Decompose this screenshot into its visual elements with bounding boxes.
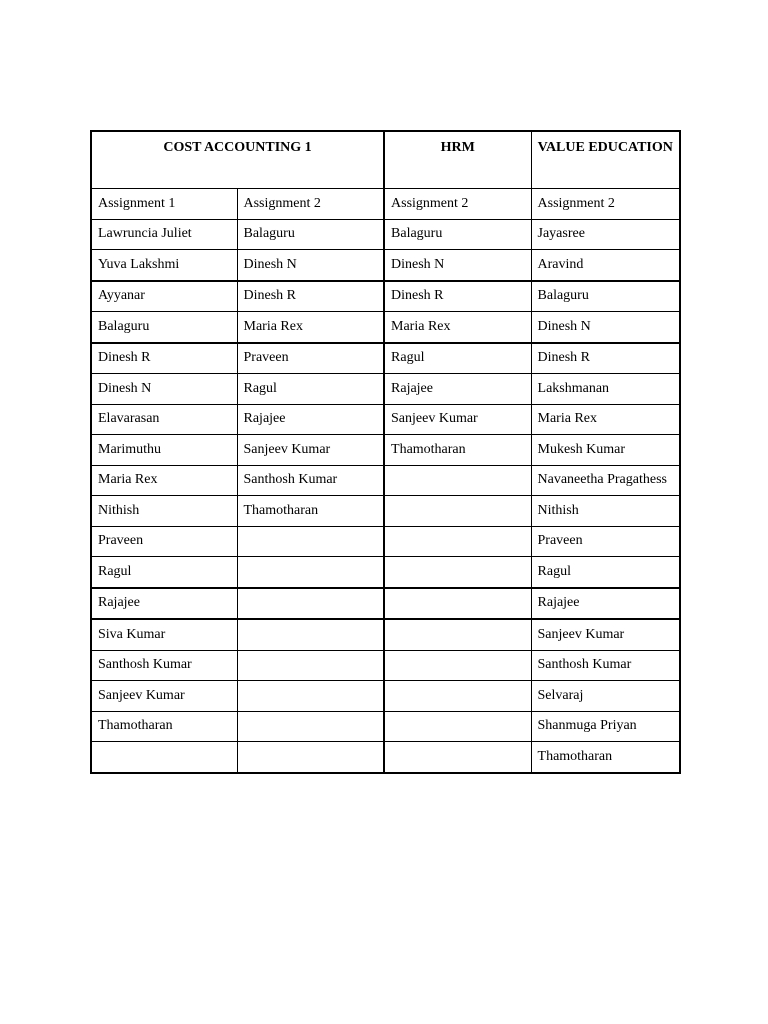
table-cell: Dinesh R xyxy=(237,281,384,312)
table-cell: Lawruncia Juliet xyxy=(91,219,237,250)
table-cell xyxy=(384,650,531,681)
table-cell xyxy=(384,496,531,527)
table-cell: Ragul xyxy=(531,557,680,588)
table-cell: Maria Rex xyxy=(531,404,680,435)
table-row xyxy=(91,374,680,405)
subject-value-education: VALUE EDUCATION xyxy=(531,131,680,189)
table-cell: Thamotharan xyxy=(91,711,237,742)
table-cell xyxy=(384,742,531,773)
table-cell: Maria Rex xyxy=(91,465,237,496)
table-row xyxy=(91,588,680,620)
table-cell: Balaguru xyxy=(91,312,237,343)
table-cell xyxy=(237,526,384,557)
table-cell: Balaguru xyxy=(531,281,680,312)
table-cell: Nithish xyxy=(91,496,237,527)
table-cell: Thamotharan xyxy=(384,435,531,466)
table-cell xyxy=(237,619,384,650)
table-row xyxy=(91,219,680,250)
table-cell: Balaguru xyxy=(237,219,384,250)
table-row xyxy=(91,312,680,343)
table-cell: Thamotharan xyxy=(531,742,680,773)
assignment-table xyxy=(90,130,681,774)
table-cell: Praveen xyxy=(531,526,680,557)
table-cell: Rajajee xyxy=(531,588,680,620)
table-cell xyxy=(237,681,384,712)
table-cell: Rajajee xyxy=(237,404,384,435)
table-cell: Thamotharan xyxy=(237,496,384,527)
table-cell: Santhosh Kumar xyxy=(531,650,680,681)
table-cell: Ayyanar xyxy=(91,281,237,312)
assignment-header-cell: Assignment 1 xyxy=(91,189,237,220)
table-cell: Dinesh N xyxy=(237,250,384,281)
subject-hrm: HRM xyxy=(384,131,531,189)
table-cell xyxy=(384,711,531,742)
table-cell xyxy=(384,557,531,588)
table-cell: Balaguru xyxy=(384,219,531,250)
table-cell: Dinesh N xyxy=(91,374,237,405)
table-cell xyxy=(237,650,384,681)
table-cell: Shanmuga Priyan xyxy=(531,711,680,742)
table-cell: Praveen xyxy=(91,526,237,557)
table-cell: Sanjeev Kumar xyxy=(237,435,384,466)
table-row xyxy=(91,496,680,527)
table-row xyxy=(91,526,680,557)
table-cell: Sanjeev Kumar xyxy=(531,619,680,650)
assignment-header-row xyxy=(91,189,680,220)
table-row xyxy=(91,343,680,374)
table-cell: Dinesh R xyxy=(531,343,680,374)
table-cell: Jayasree xyxy=(531,219,680,250)
table-cell: Ragul xyxy=(384,343,531,374)
table-cell: Marimuthu xyxy=(91,435,237,466)
table-cell xyxy=(237,588,384,620)
table-cell: Dinesh N xyxy=(531,312,680,343)
subject-header-row xyxy=(91,131,680,189)
table-row xyxy=(91,465,680,496)
table-row xyxy=(91,281,680,312)
assignment-header-cell: Assignment 2 xyxy=(531,189,680,220)
table-cell: Nithish xyxy=(531,496,680,527)
table-cell xyxy=(237,557,384,588)
table-cell xyxy=(384,465,531,496)
table-cell: Santhosh Kumar xyxy=(91,650,237,681)
table-row xyxy=(91,557,680,588)
table-row xyxy=(91,650,680,681)
table-header xyxy=(91,131,680,219)
table-cell: Dinesh R xyxy=(384,281,531,312)
table-row xyxy=(91,250,680,281)
table-cell xyxy=(237,711,384,742)
table-row xyxy=(91,742,680,773)
table-cell: Praveen xyxy=(237,343,384,374)
assignment-header-cell: Assignment 2 xyxy=(384,189,531,220)
table-cell: Maria Rex xyxy=(237,312,384,343)
table-cell: Yuva Lakshmi xyxy=(91,250,237,281)
table-cell: Rajajee xyxy=(91,588,237,620)
table-cell xyxy=(384,681,531,712)
table-cell: Dinesh R xyxy=(91,343,237,374)
table-cell: Maria Rex xyxy=(384,312,531,343)
table-row xyxy=(91,404,680,435)
table-row xyxy=(91,681,680,712)
table-cell: Navaneetha Pragathess xyxy=(531,465,680,496)
table-cell: Sanjeev Kumar xyxy=(91,681,237,712)
table-cell: Santhosh Kumar xyxy=(237,465,384,496)
table-cell: Rajajee xyxy=(384,374,531,405)
assignment-header-cell: Assignment 2 xyxy=(237,189,384,220)
table-cell: Selvaraj xyxy=(531,681,680,712)
table-cell xyxy=(384,588,531,620)
table-cell xyxy=(237,742,384,773)
table-cell: Mukesh Kumar xyxy=(531,435,680,466)
table-cell: Dinesh N xyxy=(384,250,531,281)
table-cell: Sanjeev Kumar xyxy=(384,404,531,435)
table-row xyxy=(91,619,680,650)
table-cell xyxy=(384,526,531,557)
table-cell: Lakshmanan xyxy=(531,374,680,405)
table-row xyxy=(91,435,680,466)
table-cell: Ragul xyxy=(237,374,384,405)
table-cell: Aravind xyxy=(531,250,680,281)
table-body xyxy=(91,219,680,773)
table-cell: Ragul xyxy=(91,557,237,588)
table-cell: Elavarasan xyxy=(91,404,237,435)
table-cell xyxy=(91,742,237,773)
table-row xyxy=(91,711,680,742)
table-cell xyxy=(384,619,531,650)
table-cell: Siva Kumar xyxy=(91,619,237,650)
subject-cost-accounting: COST ACCOUNTING 1 xyxy=(91,131,384,189)
